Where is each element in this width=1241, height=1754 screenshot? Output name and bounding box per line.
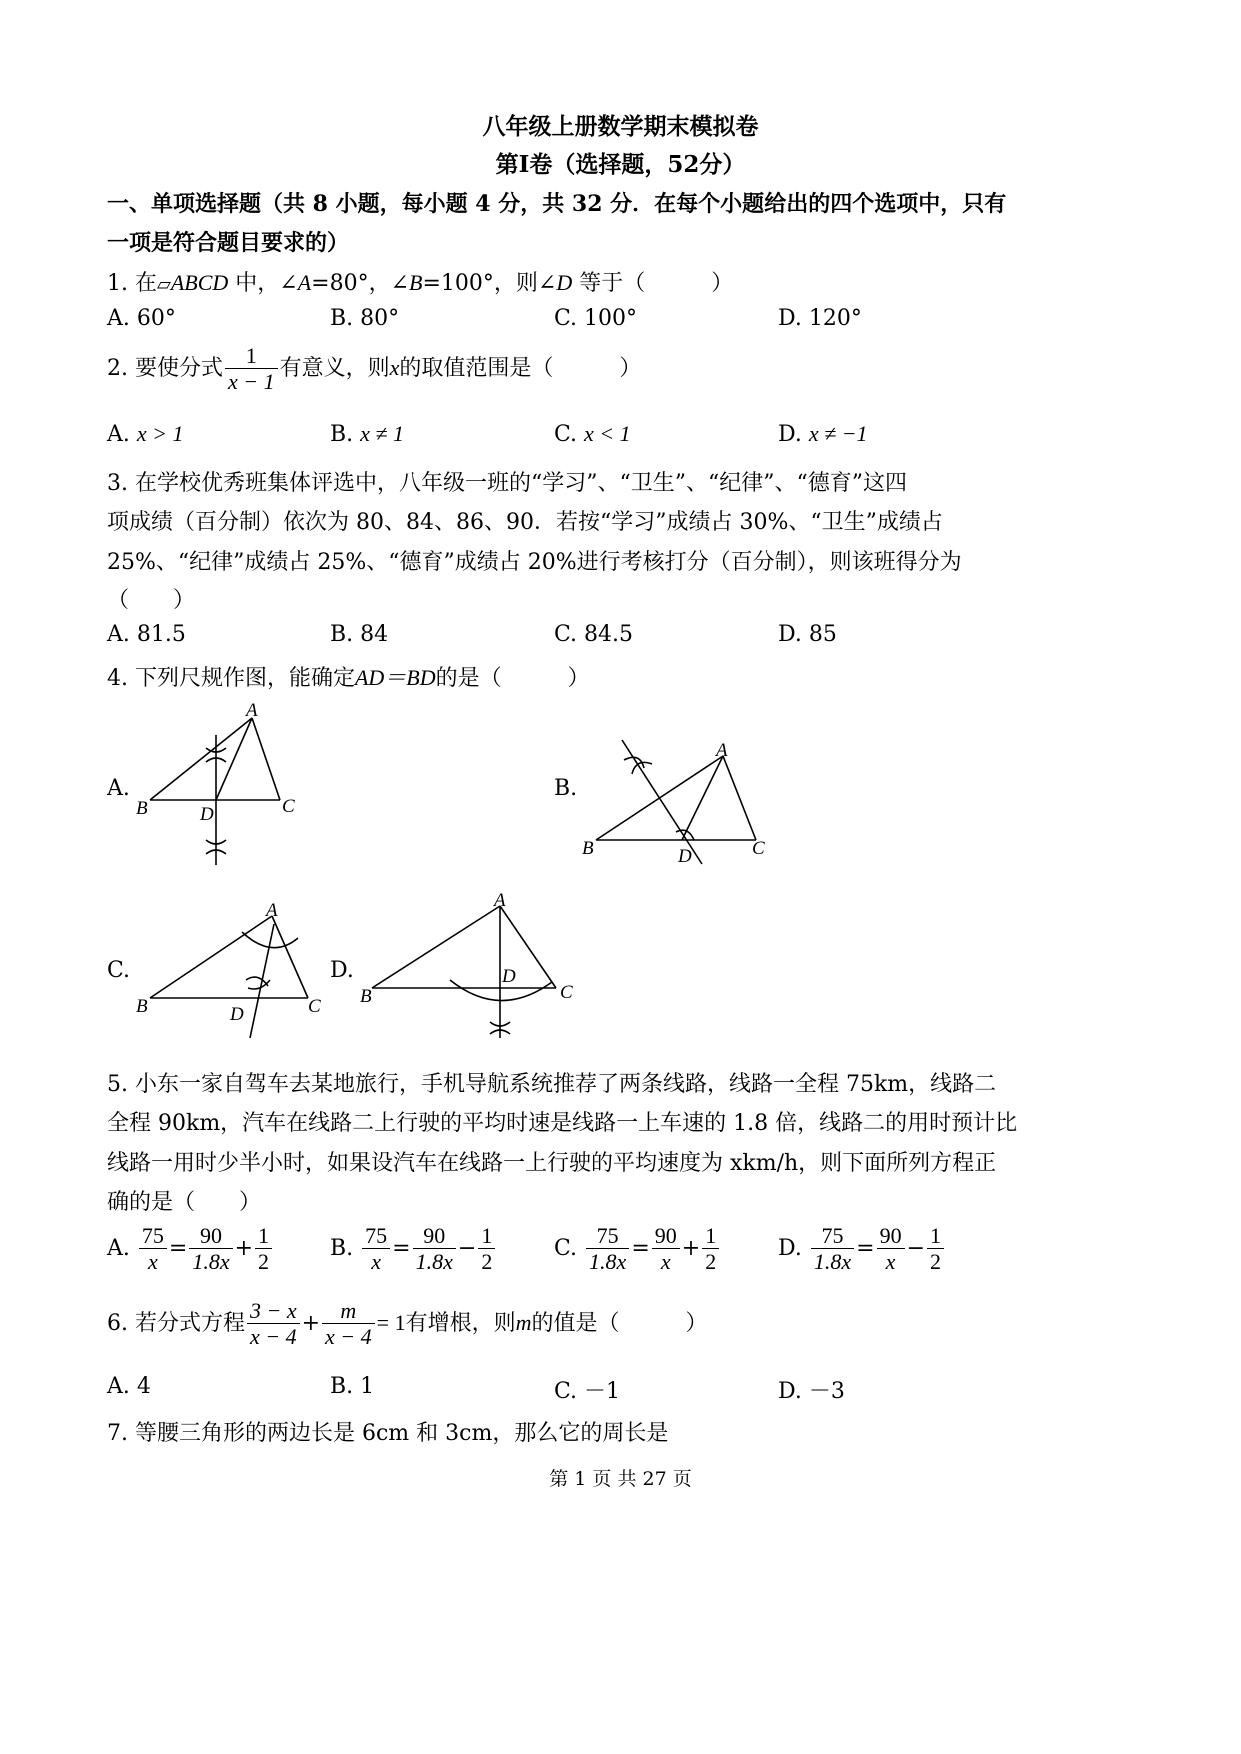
q6-option-b: B. 1	[330, 1374, 375, 1399]
fig-d-arc	[450, 980, 552, 1001]
q6-equals: = 1	[376, 1309, 406, 1335]
fraction	[652, 1223, 680, 1275]
frac-num: 75	[821, 1223, 844, 1248]
fig-a-label-c: C	[282, 796, 295, 817]
q1-text: 中，∠	[228, 271, 298, 296]
q6-option-c: C. －1	[554, 1379, 621, 1404]
fig-c-label-d: D	[230, 1004, 244, 1025]
fraction	[478, 1223, 495, 1275]
operator: +	[234, 1235, 254, 1261]
frac-den: x	[652, 1248, 680, 1274]
q3-option-b: B. 84	[330, 622, 389, 647]
fig-b-label-b: B	[582, 838, 594, 859]
fig-b-label-a: A	[716, 740, 728, 761]
page-footer: 第 1 页 共 27 页	[549, 1468, 692, 1490]
fraction	[413, 1223, 456, 1275]
q1-figure-name: ABCD	[170, 270, 229, 295]
q1-angle-b: B	[409, 270, 423, 295]
q4-figure-c	[130, 896, 330, 1046]
frac-num: 1	[481, 1223, 493, 1248]
fig-d-side-ba	[372, 906, 500, 988]
q6-pre: 6. 若分式方程	[107, 1310, 245, 1336]
fraction	[702, 1223, 719, 1275]
option-label: C.	[554, 422, 578, 447]
q5-option-a: A. $\frac{75}{x}$ = $\frac{90}{1.8x}$ + $\frac{1}{2}$	[107, 1223, 274, 1275]
question-5-line4: 确的是（ ）	[107, 1190, 262, 1215]
q2-text: 的取值范围是（ ）	[399, 355, 642, 381]
fig-c-arc	[248, 980, 270, 989]
fig-a-label-b: B	[136, 798, 148, 819]
frac-den: 1.8x	[413, 1248, 456, 1274]
fig-b-label-d: D	[678, 846, 692, 867]
option-label: C.	[554, 1235, 578, 1261]
fig-a-label-d: D	[200, 804, 214, 825]
q6-text: 有增根，则	[405, 1310, 516, 1336]
q1-text: =80°，∠	[311, 271, 410, 296]
frac-num: 90	[654, 1223, 677, 1248]
q3-option-c: C. 84.5	[554, 622, 634, 647]
frac-num: 1	[258, 1223, 270, 1248]
frac-num: 75	[365, 1223, 388, 1248]
question-5-line3: 线路一用时少半小时，如果设汽车在线路一上行驶的平均速度为 xkm/h，则下面所列方程正	[107, 1151, 997, 1176]
frac-num: 1	[930, 1223, 941, 1248]
frac-num: 75	[596, 1223, 619, 1248]
fig-a-side-ba	[150, 718, 252, 800]
fraction	[927, 1223, 944, 1275]
fig-a-label-a: A	[246, 700, 258, 721]
frac-den: x	[139, 1248, 167, 1274]
q5-option-b: B. $\frac{75}{x}$ = $\frac{90}{1.8x}$ − $\frac{1}{2}$	[330, 1223, 497, 1275]
q3-option-a: A. 81.5	[107, 622, 186, 647]
option-label: D.	[778, 422, 802, 447]
frac-num: 90	[879, 1223, 902, 1248]
frac-den: x − 4	[247, 1323, 300, 1349]
q4-option-a-label: A.	[107, 776, 130, 801]
q2-fraction	[225, 343, 278, 395]
q2-var: x	[389, 354, 400, 380]
q6-var: m	[515, 1309, 532, 1335]
fraction	[877, 1223, 905, 1275]
q5-option-c: C. $\frac{75}{1.8x}$ = $\frac{90}{x}$ + $\frac{1}{2}$	[554, 1223, 721, 1275]
q3-option-d: D. 85	[778, 622, 837, 647]
question-3-line1: 3. 在学校优秀班集体评选中，八年级一班的“学习”、“卫生”、“纪律”、“德育”这四	[107, 471, 907, 496]
q2-pre: 2. 要使分式	[107, 355, 223, 381]
question-6	[107, 1298, 708, 1350]
fig-d-label-b: B	[360, 986, 372, 1007]
q2-text: 有意义，则	[279, 355, 390, 381]
q1-option-a: A. 60°	[107, 306, 176, 331]
option-label: A.	[107, 422, 130, 447]
q1-text: 等于（ ）	[572, 271, 734, 296]
q2-option-d	[778, 421, 868, 447]
q2-option-a	[107, 421, 184, 447]
q1-pre: 1. 在	[107, 271, 157, 296]
fig-b-side-ac	[723, 756, 756, 840]
q2-fraction-den: x − 1	[225, 368, 278, 394]
frac-den: 1.8x	[811, 1248, 854, 1274]
question-1	[107, 266, 733, 297]
fraction	[247, 1298, 300, 1350]
fig-d-label-c: C	[560, 982, 573, 1003]
q6-option-a: A. 4	[107, 1374, 151, 1399]
question-4	[107, 661, 590, 692]
question-2	[107, 343, 641, 395]
question-5-line2: 全程 90km，汽车在线路二上行驶的平均时速是线路一上车速的 1.8 倍，线路二的用时预计比	[107, 1111, 1018, 1136]
frac-den: x	[877, 1248, 905, 1274]
fraction	[189, 1223, 232, 1275]
fig-c-label-c: C	[308, 996, 321, 1017]
question-3-line4: （ ）	[107, 588, 196, 613]
q2-fraction-num: 1	[245, 343, 257, 368]
operator: −	[457, 1235, 477, 1261]
page-subtitle: 第Ⅰ卷（选择题，52分）	[495, 151, 746, 178]
q6-option-d: D. －3	[778, 1379, 845, 1404]
fig-d-label-a: A	[494, 890, 506, 911]
frac-den: x	[362, 1248, 390, 1274]
q4-figure-a	[130, 700, 310, 870]
frac-den: 1.8x	[189, 1248, 232, 1274]
question-5-line1: 5. 小东一家自驾车去某地旅行，手机导航系统推荐了两条线路，线路一全程 75km，线路二	[107, 1072, 997, 1097]
q5-option-d: D. $\frac{75}{1.8x}$ = $\frac{90}{x}$ − $\frac{1}{2}$	[778, 1223, 946, 1275]
q4-option-d-label: D.	[330, 958, 354, 983]
fig-c-label-b: B	[136, 996, 148, 1017]
question-3-line3: 25%、“纪律”成绩占 25%、“德育”成绩占 20%进行考核打分（百分制），则该班得分为	[107, 550, 962, 575]
fig-c-side-ac	[272, 916, 308, 998]
section-heading-line2: 一项是符合题目要求的）	[107, 230, 350, 256]
q1-text: =100°，则∠	[422, 271, 557, 296]
frac-den: 2	[255, 1248, 272, 1274]
q6-text: 的值是（ ）	[531, 1310, 708, 1336]
q4-post: 的是（ ）	[435, 666, 590, 691]
option-label: B.	[330, 1235, 354, 1261]
question-7-line1: 7. 等腰三角形的两边长是 6cm 和 3cm，那么它的周长是	[107, 1421, 669, 1446]
frac-den: 1.8x	[586, 1248, 629, 1274]
q4-option-c-label: C.	[107, 958, 131, 983]
fig-d-label-d: D	[502, 966, 516, 987]
fig-c-side-ba	[150, 916, 272, 998]
frac-den: x − 4	[322, 1323, 375, 1349]
operator: +	[301, 1310, 321, 1336]
option-value: x ≠ −1	[808, 421, 868, 446]
frac-den: 2	[478, 1248, 495, 1274]
frac-num: 90	[423, 1223, 446, 1248]
q1-angle-d: D	[556, 270, 573, 295]
frac-den: 2	[702, 1248, 719, 1274]
q2-option-b	[330, 421, 404, 447]
fraction	[255, 1223, 272, 1275]
option-value: x ≠ 1	[360, 421, 405, 446]
q1-option-b: B. 80°	[330, 306, 400, 331]
q4-option-b-label: B.	[554, 776, 578, 801]
fraction	[586, 1223, 629, 1275]
option-label: A.	[107, 1235, 130, 1261]
frac-num: 1	[705, 1223, 717, 1248]
q4-figure-b	[578, 736, 778, 871]
q2-option-c	[554, 421, 631, 447]
question-3-line2: 项成绩（百分制）依次为 80、84、86、90．若按“学习”成绩占 30%、“卫生”成绩占	[107, 510, 943, 535]
option-value: x > 1	[136, 421, 184, 446]
operator: −	[906, 1235, 925, 1261]
page-title: 八年级上册数学期末模拟卷	[482, 113, 759, 140]
fig-b-label-c: C	[752, 838, 765, 859]
frac-num: m	[340, 1298, 357, 1323]
fraction	[811, 1223, 854, 1275]
option-label: D.	[778, 1235, 802, 1261]
fraction	[139, 1223, 167, 1275]
q1-option-c: C. 100°	[554, 306, 638, 331]
fig-a-side-ac	[252, 718, 280, 800]
frac-den: 2	[927, 1248, 944, 1274]
q1-option-d: D. 120°	[778, 306, 862, 331]
operator: +	[681, 1235, 701, 1261]
section-heading-line1: 一、单项选择题（共 8 小题，每小题 4 分，共 32 分．在每个小题给出的四个选项中，只有	[107, 191, 1007, 217]
option-label: B.	[330, 422, 354, 447]
q4-pre: 4. 下列尺规作图，能确定	[107, 666, 355, 691]
fraction	[322, 1298, 375, 1350]
fraction	[362, 1223, 390, 1275]
parallelogram-symbol: ▱	[156, 274, 171, 295]
frac-num: 3 − x	[249, 1298, 297, 1323]
q4-figure-d	[356, 886, 586, 1046]
fig-c-label-a: A	[266, 900, 278, 921]
q1-angle-a: A	[297, 270, 312, 295]
option-value: x < 1	[584, 421, 631, 446]
frac-num: 90	[199, 1223, 222, 1248]
q4-equation: AD＝BD	[354, 665, 436, 690]
frac-num: 75	[141, 1223, 164, 1248]
